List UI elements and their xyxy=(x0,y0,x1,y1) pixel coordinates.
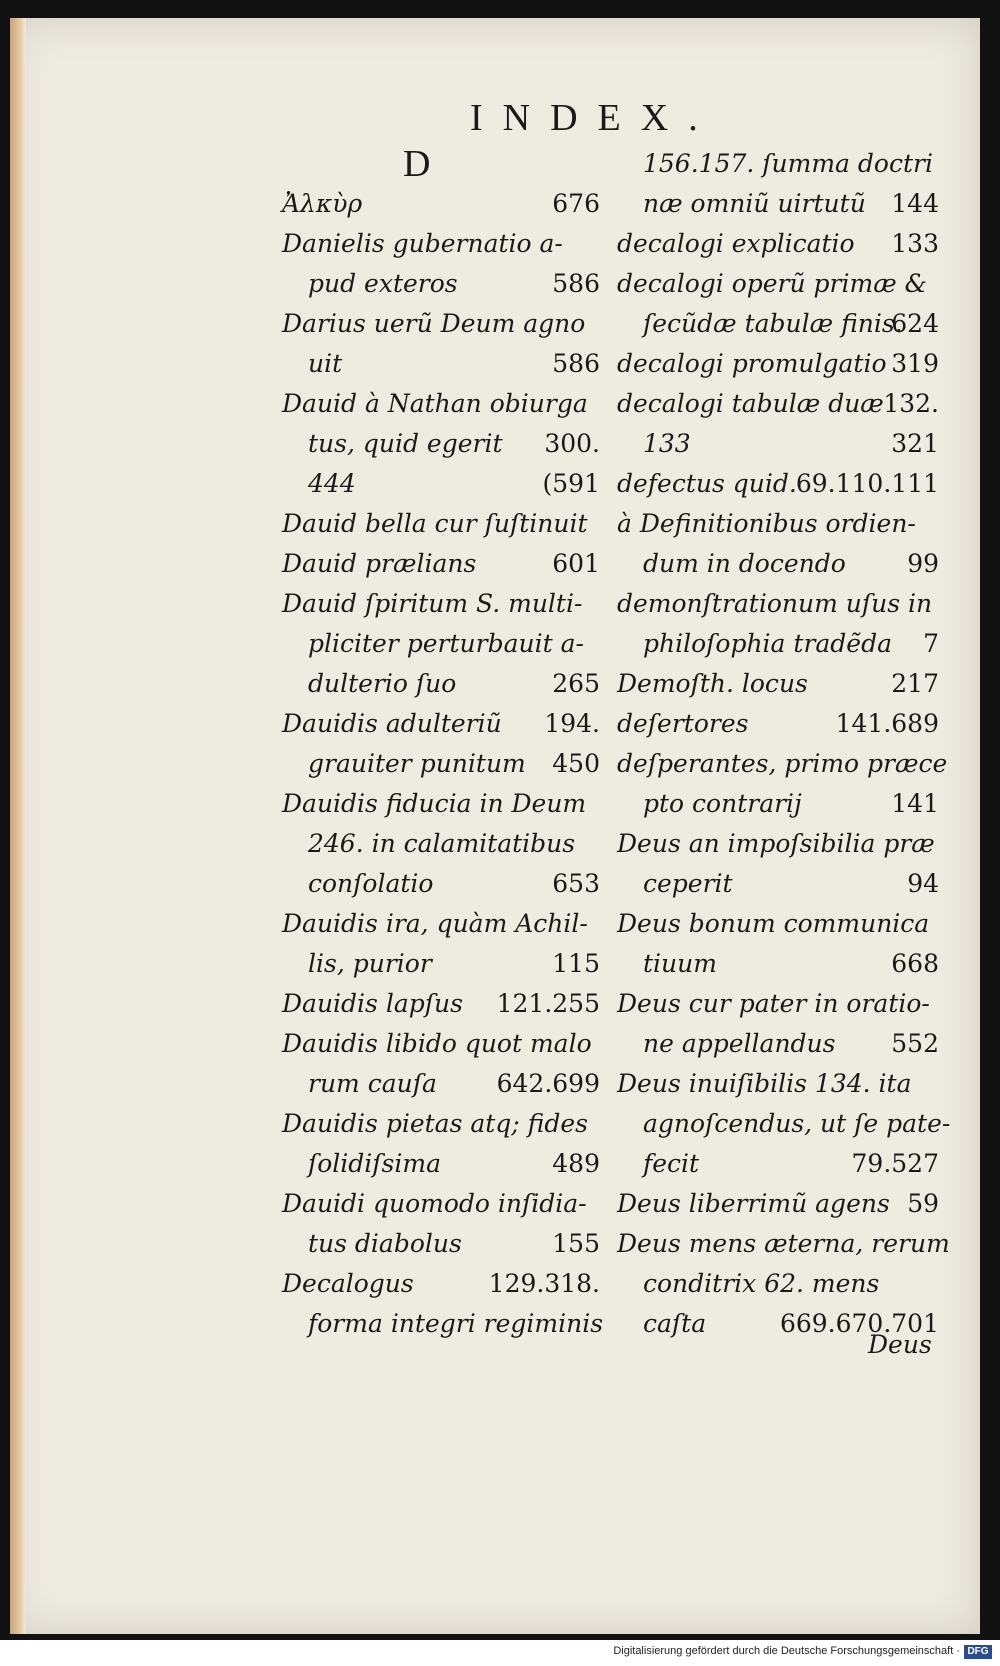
index-entry-page: 489 xyxy=(552,1149,600,1178)
index-entry-page: 265 xyxy=(552,669,600,698)
footer-credit: Digitalisierung gefördert durch die Deutsche Forschungsgemeinschaft · xyxy=(613,1645,960,1657)
index-entry-text: 156.157. ſumma doctri xyxy=(643,149,933,178)
index-entry-text: Dauid à Nathan obiurga xyxy=(282,389,588,418)
running-head: INDEX. xyxy=(470,97,718,139)
index-entry-line xyxy=(617,904,939,944)
index-entry-text: rum cauſa xyxy=(308,1069,437,1098)
index-entry-text: Dauid prælians xyxy=(282,549,477,578)
index-entry-page: 69.110.111 xyxy=(795,469,939,498)
index-entry-page: 141 xyxy=(891,789,939,818)
index-entry-text: ſolidiſsima xyxy=(308,1149,441,1178)
index-entry-line xyxy=(617,504,939,544)
index-entry-page: 642.699 xyxy=(496,1069,600,1098)
index-entry-line xyxy=(617,464,939,504)
index-entry-line xyxy=(617,1184,939,1224)
index-entry-text: tus diabolus xyxy=(308,1229,462,1258)
index-entry-text: à Definitionibus ordien- xyxy=(617,509,916,538)
index-entry-text: tus, quid egerit xyxy=(308,429,503,458)
index-entry-page: 321 xyxy=(891,429,939,458)
index-entry-text: Ἀλκὺρ xyxy=(282,189,363,218)
index-entry-text: conditrix 62. mens xyxy=(643,1269,880,1298)
index-entry-text: philoſophia tradẽda xyxy=(643,629,893,658)
index-entry-page: 133 xyxy=(891,229,939,258)
index-entry-page: 94 xyxy=(907,869,939,898)
index-entry-text: Decalogus xyxy=(282,1269,414,1298)
index-entry-page: 669.670.701 xyxy=(779,1309,939,1338)
index-entry-line xyxy=(282,184,600,224)
index-entry-page: (591 xyxy=(542,469,600,498)
page-gutter-edge xyxy=(10,18,26,1634)
index-entry-line xyxy=(282,424,600,464)
index-entry-line xyxy=(617,584,939,624)
index-entry-text: fecit xyxy=(643,1149,700,1178)
index-entry-page: 59 xyxy=(907,1189,939,1218)
index-entry-text: uit xyxy=(308,349,343,378)
index-entry-line xyxy=(617,664,939,704)
index-entry-text: Deus bonum communica xyxy=(617,909,930,938)
index-entry-text: tiuum xyxy=(643,949,717,978)
index-entry-line xyxy=(282,624,600,664)
index-entry-text: decalogi explicatio xyxy=(617,229,855,258)
index-entry-line xyxy=(617,944,939,984)
index-entry-text: næ omniũ uirtutũ xyxy=(643,189,866,218)
index-entry-line xyxy=(282,784,600,824)
index-entry-text: Dauidi quomodo inſidia- xyxy=(282,1189,587,1218)
index-entry-text: lis, purior xyxy=(308,949,432,978)
index-entry-text: conſolatio xyxy=(308,869,434,898)
catchword: Deus xyxy=(868,1330,932,1359)
index-entry-line xyxy=(282,1304,604,1344)
index-entry-line xyxy=(282,304,600,344)
index-entry-page: 79.527 xyxy=(851,1149,939,1178)
index-entry-line xyxy=(617,544,939,584)
index-entry-line xyxy=(617,224,939,264)
index-entry-page: 586 xyxy=(552,269,600,298)
index-entry-page: 653 xyxy=(552,869,600,898)
index-entry-text: ſecũdæ tabulæ finis. xyxy=(643,309,903,338)
index-entry-line xyxy=(617,624,939,664)
index-entry-text: Deus liberrimũ agens xyxy=(617,1189,890,1218)
index-entry-page: 132. xyxy=(883,389,939,418)
index-entry-line xyxy=(617,784,939,824)
index-entry-line xyxy=(282,744,600,784)
index-entry-line xyxy=(617,1104,951,1144)
index-entry-text: pto contrarij xyxy=(643,789,802,818)
index-entry-page: 552 xyxy=(891,1029,939,1058)
index-entry-text: decalogi operũ primæ & xyxy=(617,269,927,298)
index-entry-text: Dauidis ira, quàm Achil- xyxy=(282,909,588,938)
index-entry-text: dulterio ſuo xyxy=(308,669,457,698)
index-entry-line xyxy=(617,1224,950,1264)
index-entry-text: Darius uerũ Deum agno xyxy=(282,309,586,338)
index-entry-text: ne appellandus xyxy=(643,1029,836,1058)
index-entry-text: 133 xyxy=(643,429,691,458)
index-entry-line xyxy=(617,424,939,464)
index-entry-page: 141.689 xyxy=(835,709,939,738)
index-entry-line xyxy=(617,384,939,424)
index-entry-text: caſta xyxy=(643,1309,707,1338)
index-entry-line xyxy=(282,664,600,704)
section-letter: D xyxy=(403,143,431,185)
index-entry-page: 7 xyxy=(923,629,939,658)
index-entry-text: demonſtrationum uſus in xyxy=(617,589,933,618)
index-entry-page: 624 xyxy=(891,309,939,338)
index-entry-text: 246. in calamitatibus xyxy=(308,829,576,858)
index-entry-text: decalogi promulgatio xyxy=(617,349,887,378)
index-entry-line xyxy=(617,264,939,304)
index-entry-line xyxy=(282,1144,600,1184)
index-entry-line xyxy=(617,184,939,224)
index-entry-text: Dauidis lapſus xyxy=(282,989,463,1018)
index-entry-line xyxy=(617,824,939,864)
index-entry-line xyxy=(282,264,600,304)
index-entry-text: Dauid ſpiritum S. multi- xyxy=(282,589,583,618)
index-entry-page: 129.318. xyxy=(488,1269,600,1298)
index-entry-text: Deus an impoſsibilia præ xyxy=(617,829,935,858)
index-entry-page: 300. xyxy=(544,429,600,458)
index-entry-text: Deus inuiſibilis 134. ita xyxy=(617,1069,912,1098)
index-entry-text: defectus quid. xyxy=(617,469,797,498)
footer-strip xyxy=(0,1640,1000,1666)
index-entry-text: Deus mens æterna, rerum xyxy=(617,1229,950,1258)
index-entry-page: 676 xyxy=(552,189,600,218)
index-entry-text: deſperantes, primo præce xyxy=(617,749,948,778)
index-entry-line xyxy=(617,344,939,384)
index-entry-line xyxy=(617,984,939,1024)
index-entry-page: 586 xyxy=(552,349,600,378)
index-entry-line xyxy=(282,984,600,1024)
index-entry-page: 99 xyxy=(907,549,939,578)
index-entry-page: 155 xyxy=(552,1229,600,1258)
index-entry-line xyxy=(282,904,600,944)
index-entry-page: 217 xyxy=(891,669,939,698)
index-entry-text: ceperit xyxy=(643,869,733,898)
index-column-left xyxy=(282,184,604,1344)
index-entry-line xyxy=(282,1104,600,1144)
index-column-right xyxy=(617,144,951,1344)
index-entry-line xyxy=(282,224,600,264)
index-entry-line xyxy=(617,1264,939,1304)
index-entry-text: pliciter perturbauit a- xyxy=(308,629,584,658)
index-entry-line xyxy=(282,504,600,544)
index-entry-text: pud exteros xyxy=(308,269,458,298)
index-entry-text: Dauidis adulteriũ xyxy=(282,709,502,738)
index-entry-page: 121.255 xyxy=(496,989,600,1018)
index-entry-page: 668 xyxy=(891,949,939,978)
index-entry-line xyxy=(282,584,600,624)
index-entry-line xyxy=(617,864,939,904)
index-entry-line xyxy=(282,544,600,584)
index-entry-line xyxy=(617,144,939,184)
index-entry-line xyxy=(282,1184,600,1224)
index-entry-text: Dauidis pietas atq; fides xyxy=(282,1109,588,1138)
index-entry-text: Deus cur pater in oratio- xyxy=(617,989,930,1018)
index-entry-text: Danielis gubernatio a- xyxy=(282,229,563,258)
index-entry-line xyxy=(282,1264,600,1304)
index-entry-text: Dauidis fiducia in Deum xyxy=(282,789,587,818)
index-entry-line xyxy=(282,944,600,984)
index-entry-text: deſertores xyxy=(617,709,749,738)
index-entry-line xyxy=(617,1064,939,1104)
index-entry-page: 144 xyxy=(891,189,939,218)
index-entry-page: 601 xyxy=(552,549,600,578)
index-entry-text: dum in docendo xyxy=(643,549,846,578)
index-entry-line xyxy=(282,864,600,904)
index-entry-text: Dauid bella cur ſuſtinuit xyxy=(282,509,588,538)
index-entry-line xyxy=(282,1224,600,1264)
index-entry-text: grauiter punitum xyxy=(308,749,526,778)
index-entry-line xyxy=(282,384,600,424)
index-entry-line xyxy=(617,744,948,784)
index-entry-line xyxy=(282,1024,600,1064)
index-entry-line xyxy=(282,464,600,504)
index-entry-text: Demoſth. locus xyxy=(617,669,808,698)
index-entry-text: forma integri regiminis xyxy=(308,1309,604,1338)
index-entry-text: agnoſcendus, ut ſe pate- xyxy=(643,1109,951,1138)
index-entry-line xyxy=(617,1024,939,1064)
index-entry-page: 194. xyxy=(544,709,600,738)
index-entry-line xyxy=(282,1064,600,1104)
index-entry-page: 319 xyxy=(891,349,939,378)
index-entry-line xyxy=(617,704,939,744)
index-entry-page: 450 xyxy=(552,749,600,778)
index-entry-line xyxy=(282,344,600,384)
dfg-logo-icon: DFG xyxy=(964,1645,992,1659)
index-entry-line xyxy=(282,704,600,744)
index-entry-page: 115 xyxy=(552,949,600,978)
index-entry-line xyxy=(282,824,600,864)
index-entry-line xyxy=(617,304,939,344)
index-entry-line xyxy=(617,1144,939,1184)
index-entry-text: 444 xyxy=(308,469,356,498)
index-entry-text: decalogi tabulæ duæ xyxy=(617,389,884,418)
index-entry-text: Dauidis libido quot malo xyxy=(282,1029,592,1058)
